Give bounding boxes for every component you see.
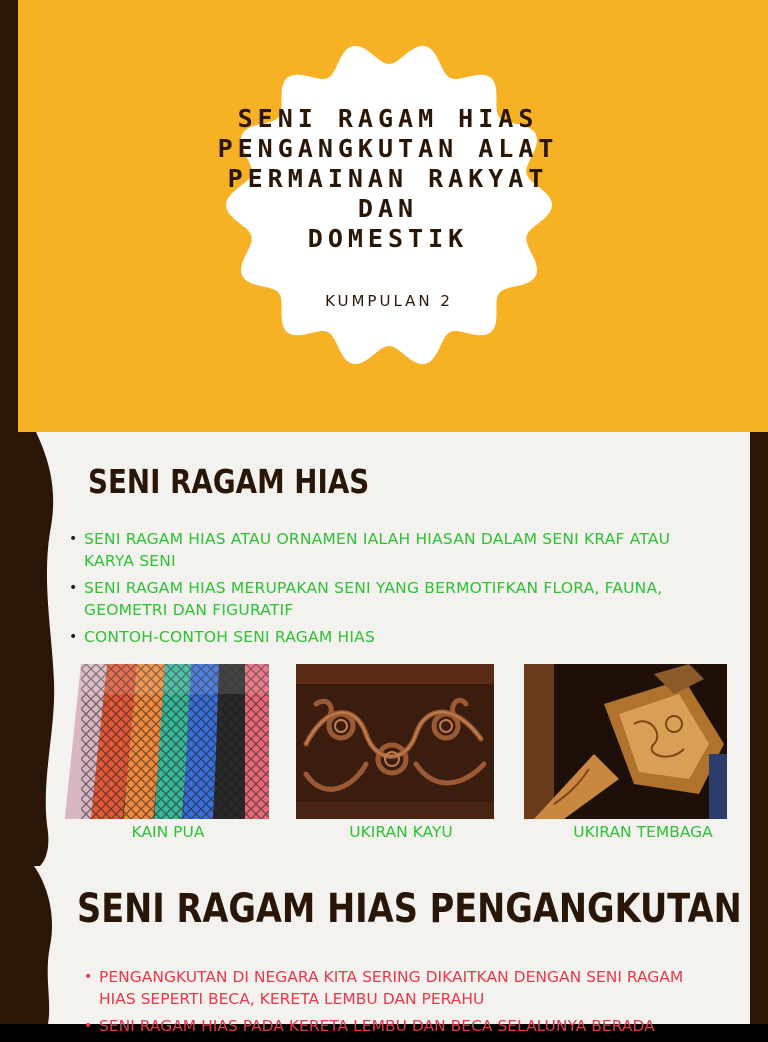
seni-ragam-hias-pengangkutan-slide <box>0 866 768 1035</box>
title-slide <box>0 0 768 432</box>
copper-carving-image <box>524 664 727 819</box>
bullet-text: SENI RAGAM HIAS PADA KERETA LEMBU DAN BECA SELALUNYA BERADA <box>99 1017 655 1035</box>
bullet-item <box>69 577 724 621</box>
slide-heading: SENI RAGAM HIAS PENGANGKUTAN <box>77 886 742 932</box>
bullet-list <box>84 966 699 1042</box>
bullet-list <box>69 528 724 653</box>
bullet-dot-icon: • <box>84 969 93 985</box>
image-caption: UKIRAN KAYU <box>349 823 453 841</box>
slide-subtitle: KUMPULAN 2 <box>325 292 453 310</box>
title-line: DAN <box>357 194 419 223</box>
bullet-item <box>84 1015 699 1037</box>
bullet-text: SENI RAGAM HIAS ATAU ORNAMEN IALAH HIASAN DALAM SENI KRAF ATAU KARYA SENI <box>84 530 671 570</box>
seni-ragam-hias-slide <box>0 432 768 866</box>
left-accent-bar <box>0 0 18 432</box>
image-caption: UKIRAN TEMBAGA <box>573 823 713 841</box>
bullet-dot-icon: • <box>84 1018 93 1034</box>
title-line: PERMAINAN RAKYAT <box>227 164 549 193</box>
title-line: PENGANGKUTAN ALAT <box>217 134 559 163</box>
wood-carving-image <box>296 664 494 819</box>
slide-title <box>190 104 586 254</box>
bullet-dot-icon: • <box>69 580 78 596</box>
right-dark-strip <box>750 866 768 1024</box>
bullet-dot-icon: • <box>69 629 78 645</box>
bullet-item <box>84 966 699 1010</box>
right-dark-strip <box>750 432 768 866</box>
bullet-dot-icon: • <box>69 531 78 547</box>
bullet-item <box>69 528 724 572</box>
wavy-left-edge <box>0 432 58 866</box>
woven-fabric-image <box>81 664 269 819</box>
bullet-text: PENGANGKUTAN DI NEGARA KITA SERING DIKAITKAN DENGAN SENI RAGAM HIAS SEPERTI BECA, KERETA LEMBU DAN PERAHU <box>99 968 684 1008</box>
slide-heading: SENI RAGAM HIAS <box>88 462 370 501</box>
image-caption: KAIN PUA <box>131 823 205 841</box>
bullet-text: SENI RAGAM HIAS MERUPAKAN SENI YANG BERMOTIFKAN FLORA, FAUNA, GEOMETRI DAN FIGURATIF <box>84 579 663 619</box>
bullet-item <box>69 626 724 648</box>
wavy-left-edge <box>0 866 58 1024</box>
title-line: DOMESTIK <box>307 224 469 253</box>
bullet-text: CONTOH-CONTOH SENI RAGAM HIAS <box>84 628 375 646</box>
title-line: SENI RAGAM HIAS <box>237 104 539 133</box>
